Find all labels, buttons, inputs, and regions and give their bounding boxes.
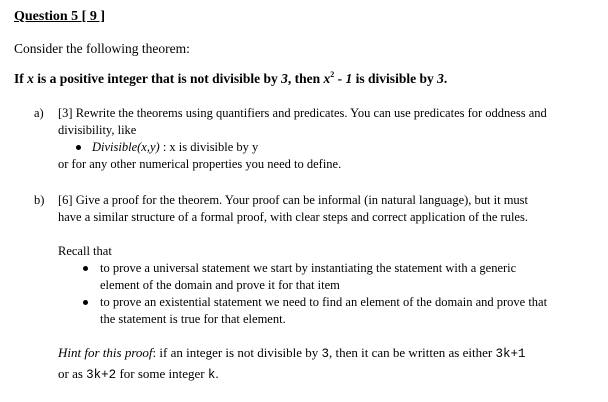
- recall-item-line: to prove an existential statement we need to find an element of the domain and prove that: [100, 295, 548, 309]
- theorem-tail: is divisible by: [352, 71, 438, 86]
- theorem-exponent: 2: [330, 70, 335, 79]
- theorem-prefix: If: [14, 71, 28, 86]
- hint-tail: for some integer: [116, 366, 208, 381]
- part-a-line-2: divisibility, like: [58, 123, 137, 137]
- theorem-statement: [14, 71, 447, 87]
- theorem-var-x2: x: [323, 71, 331, 86]
- theorem-one: 1: [345, 71, 353, 86]
- theorem-var-x: x: [27, 71, 34, 86]
- part-a-body: [58, 105, 547, 173]
- theorem-three: 3: [281, 71, 288, 86]
- part-b-line-1: [6] Give a proof for the theorem. Your proof can be informal (in natural language), but it must: [58, 193, 529, 207]
- theorem-end: .: [443, 71, 448, 86]
- predicate-name: Divisible(x,y): [92, 140, 160, 154]
- hint-line-2: [58, 364, 547, 385]
- theorem-comma: , then: [287, 71, 324, 86]
- theorem-three-b: 3: [437, 71, 444, 86]
- recall-list: [58, 260, 547, 328]
- hint-expression-1: 3k+1: [495, 347, 526, 361]
- part-b-body: [58, 192, 547, 385]
- part-a-line-3: or for any other numerical properties you need to define.: [58, 157, 342, 171]
- recall-item-existential: [58, 294, 547, 328]
- part-a-line-1: [3] Rewrite the theorems using quantifiers and predicates. You can use predicates for oddness and: [58, 106, 547, 120]
- recall-item-line: to prove a universal statement we start by instantiating the statement with a generic: [100, 261, 517, 275]
- hint-label: Hint for this proof: [58, 345, 153, 360]
- predicate-description: : x is divisible by y: [159, 140, 259, 154]
- question-title: Question 5 [ 9 ]: [14, 9, 105, 24]
- recall-heading: Recall that: [58, 244, 112, 258]
- hint-text-mid: , then it can be written as either: [329, 345, 496, 360]
- part-a-label: a): [34, 106, 44, 120]
- part-a-bullet: [58, 139, 547, 156]
- hint-or: or as: [58, 366, 87, 381]
- theorem-minus: -: [334, 71, 346, 86]
- hint-expression-2: 3k+2: [86, 368, 117, 382]
- theorem-mid: is a positive integer that is not divisible by: [33, 71, 282, 86]
- part-b-line-2: have a similar structure of a formal proof, with clear steps and correct application of the rules.: [58, 210, 528, 224]
- hint-line-1: [58, 343, 547, 364]
- hint-end: .: [215, 366, 219, 381]
- part-b-label: b): [34, 193, 45, 207]
- recall-item-line: the statement is true for that element.: [100, 312, 286, 326]
- hint-text: : if an integer is not divisible by: [152, 345, 322, 360]
- recall-item-line: element of the domain and prove it for that item: [100, 278, 340, 292]
- hint-k: k: [207, 368, 216, 382]
- intro-text: Consider the following theorem:: [14, 41, 190, 56]
- hint-three: 3: [321, 347, 330, 361]
- recall-item-universal: [58, 260, 547, 294]
- proof-hint: [58, 343, 547, 385]
